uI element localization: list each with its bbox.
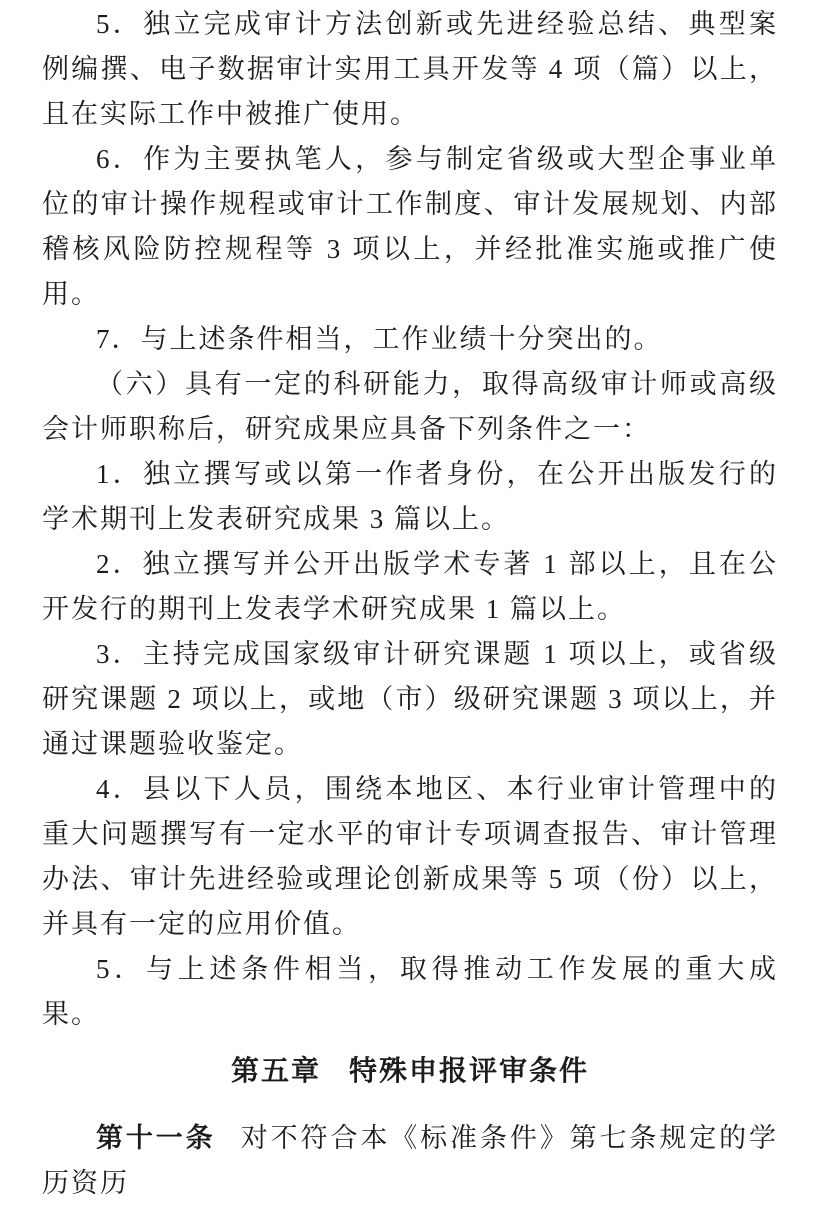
paragraph-item-7-equivalent: 7．与上述条件相当，工作业绩十分突出的。 xyxy=(96,324,663,354)
article-eleven-paragraph xyxy=(42,1116,778,1206)
paragraph-item-6-drafter: 6．作为主要执笔人，参与制定省级或大型企事业单位的审计操作规程或审计工作制度、审计发展规划、内部稽核风险防控规程等 3 项以上，并经批准实施或推广使用。 xyxy=(42,144,778,309)
chapter-heading xyxy=(42,1049,778,1094)
paragraph-research-item-4: 4．县以下人员，围绕本地区、本行业审计管理中的重大问题撰写有一定水平的审计专项调查报告、审计管理办法、审计先进经验或理论创新成果等 5 项（份）以上，并具有一定的应用价值。 xyxy=(42,774,778,939)
paragraph-research-item-5: 5．与上述条件相当，取得推动工作发展的重大成果。 xyxy=(42,954,778,1029)
chapter-number: 第五章 xyxy=(230,1056,321,1087)
paragraph-research-item-1: 1．独立撰写或以第一作者身份，在公开出版发行的学术期刊上发表研究成果 3 篇以上。 xyxy=(42,459,778,534)
article-number: 第十一条 xyxy=(96,1123,216,1153)
paragraph-research-item-3: 3．主持完成国家级审计研究课题 1 项以上，或省级研究课题 2 项以上，或地（市）级研究课题 3 项以上，并通过课题验收鉴定。 xyxy=(42,639,778,759)
paragraph-research-item-2: 2．独立撰写并公开出版学术专著 1 部以上，且在公开发行的期刊上发表学术研究成果 1 篇以上。 xyxy=(42,549,778,624)
chapter-title: 特殊申报评审条件 xyxy=(349,1056,590,1087)
paragraph-section-six-research: （六）具有一定的科研能力，取得高级审计师或高级会计师职称后，研究成果应具备下列条件之一： xyxy=(42,369,778,444)
paragraph-item-5-tools: 5．独立完成审计方法创新或先进经验总结、典型案例编撰、电子数据审计实用工具开发等 4 项（篇）以上，且在实际工作中被推广使用。 xyxy=(42,9,778,129)
article-text: 对不符合本《标准条件》第七条规定的学历资历 xyxy=(42,1123,779,1198)
